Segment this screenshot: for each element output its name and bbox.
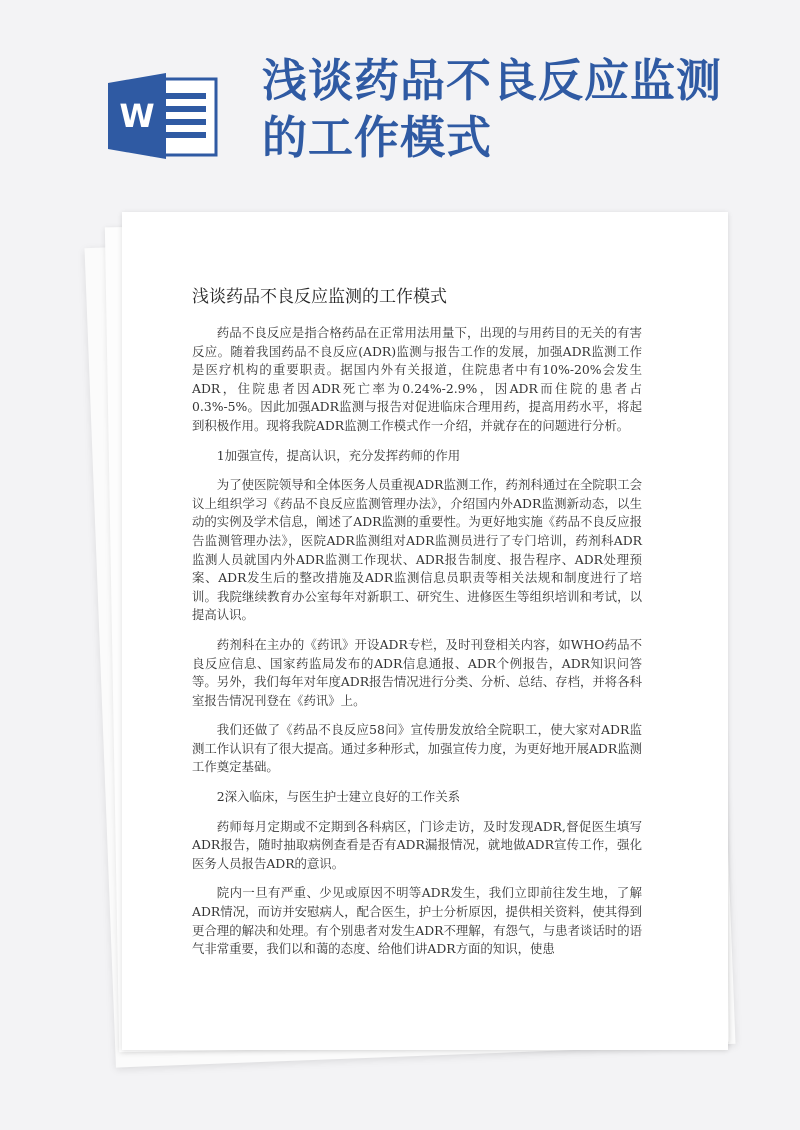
document-body xyxy=(192,324,642,970)
section-heading-1: 1加强宣传，提高认识，充分发挥药师的作用 xyxy=(216,447,461,463)
paragraph: 药师每月定期或不定期到各科病区，门诊走访，及时发现ADR,督促医生填写ADR报告，随时抽取病例查看是否有ADR漏报情况，就地做ADR宣传工作，强化医务人员报告ADR的意识。 xyxy=(192,818,642,871)
header-banner xyxy=(0,0,800,200)
word-document-icon xyxy=(108,73,220,159)
document-title: 浅谈药品不良反应监测的工作模式 xyxy=(192,287,447,307)
paragraph: 我们还做了《药品不良反应58问》宣传册发放给全院职工，使大家对ADR监测工作认识有了很大提高。通过多种形式，加强宣传力度，为更好地开展ADR监测工作奠定基础。 xyxy=(192,722,642,775)
document-page xyxy=(122,212,728,1050)
word-icon-letter: W xyxy=(119,97,155,135)
banner-title: 浅谈药品不良反应监测的工作模式 xyxy=(262,54,723,164)
paragraph: 院内一旦有严重、少见或原因不明等ADR发生，我们立即前往发生地，了解ADR情况，而访并安慰病人，配合医生，护士分析原因，提供相关资料，使其得到更合理的解决和处理。有个别患者对发生ADR不理解，有怨气，与患者谈话时的语气非常重要，我们以和蔼的态度、给他们讲ADR方面的知识，使患 xyxy=(192,885,642,957)
paragraph: 药剂科在主办的《药讯》开设ADR专栏，及时刊登相关内容，如WHO药品不良反应信息、国家药监局发布的ADR信息通报、ADR个例报告，ADR知识问答等。另外，我们每年对年度ADR报告情况进行分类、分析、总结、存档，并将各科室报告情况刊登在《药讯》上。 xyxy=(192,636,642,708)
paragraph: 为了使医院领导和全体医务人员重视ADR监测工作，药剂科通过在全院职工会议上组织学习《药品不良反应监测管理办法》，介绍国内外ADR监测新动态，以生动的实例及学术信息，阐述了ADR监测的重要性。为更好地实施《药品不良反应报告监测管理办法》，医院ADR监测组对ADR监测员进行了专门培训，药剂科ADR监测人员就国内外ADR监测工作现状、ADR报告制度、报告程序、ADR处理预案、ADR发生后的整改措施及ADR监测信息员职责等相关法规和制度进行了培训。我院继续教育办公室每年对新职工、研究生、进修医生等组织培训和考试，以提高认识。 xyxy=(192,477,642,623)
paragraph-intro: 药品不良反应是指合格药品在正常用法用量下，出现的与用药目的无关的有害反应。随着我国药品不良反应(ADR)监测与报告工作的发展，加强ADR监测工作是医疗机构的重要职责。据国内外有关报道，住院患者中有10%-20%会发生ADR，住院患者因ADR死亡率为0.24%-2.9%，因ADR而住院的患者占0.3%-5%。因此加强ADR监测与报告对促进临床合理用药，提高用药水平，将起到积极作用。现将我院ADR监测工作模式作一介绍，并就存在的问题进行分析。 xyxy=(192,325,642,433)
section-heading-2: 2深入临床，与医生护士建立良好的工作关系 xyxy=(216,789,461,805)
